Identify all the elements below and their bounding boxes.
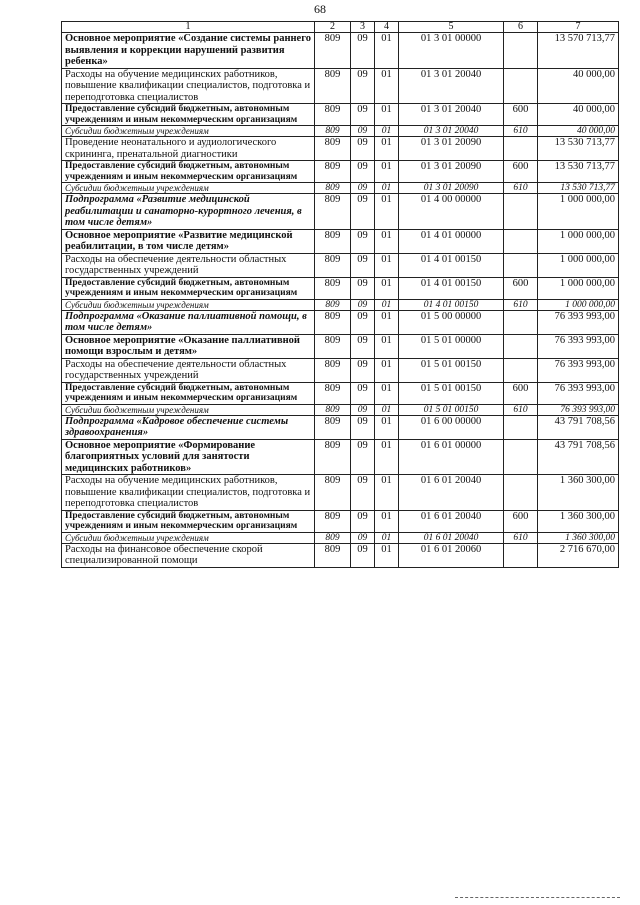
target-article-cell: 01 3 01 20040 — [399, 126, 504, 137]
target-article-cell: 01 6 01 20040 — [399, 532, 504, 543]
subsection-code-cell: 01 — [375, 543, 399, 567]
amount-cell: 1 000 000,00 — [538, 194, 619, 230]
expense-type-cell: 610 — [504, 126, 538, 137]
subsection-code-cell: 01 — [375, 253, 399, 277]
section-code-cell: 09 — [351, 137, 375, 161]
table-row — [62, 104, 619, 126]
table-row — [62, 126, 619, 137]
subsection-code-cell: 01 — [375, 334, 399, 358]
amount-cell: 2 716 670,00 — [538, 543, 619, 567]
target-article-cell: 01 5 01 00150 — [399, 404, 504, 415]
admin-code-cell: 809 — [315, 229, 351, 253]
target-article-cell: 01 6 00 00000 — [399, 415, 504, 439]
expense-type-cell: 600 — [504, 382, 538, 404]
subsection-code-cell: 01 — [375, 194, 399, 230]
expense-type-cell — [504, 194, 538, 230]
target-article-cell: 01 6 01 00000 — [399, 439, 504, 475]
table-row — [62, 310, 619, 334]
target-article-cell: 01 4 01 00000 — [399, 229, 504, 253]
table-row — [62, 183, 619, 194]
admin-code-cell: 809 — [315, 68, 351, 104]
admin-code-cell: 809 — [315, 475, 351, 511]
table-row — [62, 277, 619, 299]
section-code-cell: 09 — [351, 358, 375, 382]
subsection-code-cell: 01 — [375, 183, 399, 194]
subsection-code-cell: 01 — [375, 404, 399, 415]
amount-cell: 40 000,00 — [538, 126, 619, 137]
admin-code-cell: 809 — [315, 439, 351, 475]
expense-type-cell: 610 — [504, 532, 538, 543]
amount-cell: 13 530 713,77 — [538, 161, 619, 183]
table-row — [62, 161, 619, 183]
row-name-cell: Предоставление субсидий бюджетным, автономным учреждениям и иным некоммерческим организациям — [62, 161, 315, 183]
amount-cell: 43 791 708,56 — [538, 415, 619, 439]
target-article-cell: 01 4 00 00000 — [399, 194, 504, 230]
row-name-cell: Основное мероприятие «Развитие медицинской реабилитации, в том числе детям» — [62, 229, 315, 253]
admin-code-cell: 809 — [315, 253, 351, 277]
section-code-cell: 09 — [351, 104, 375, 126]
table-row — [62, 510, 619, 532]
expense-type-cell: 600 — [504, 161, 538, 183]
table-row — [62, 404, 619, 415]
table-row — [62, 532, 619, 543]
admin-code-cell: 809 — [315, 33, 351, 69]
target-article-cell: 01 3 01 20040 — [399, 68, 504, 104]
budget-table — [61, 21, 619, 568]
amount-cell: 1 360 300,00 — [538, 475, 619, 511]
amount-cell: 1 000 000,00 — [538, 277, 619, 299]
subsection-code-cell: 01 — [375, 532, 399, 543]
table-row — [62, 439, 619, 475]
target-article-cell: 01 5 01 00150 — [399, 358, 504, 382]
expense-type-cell — [504, 543, 538, 567]
amount-cell: 1 000 000,00 — [538, 299, 619, 310]
subsection-code-cell: 01 — [375, 358, 399, 382]
section-code-cell: 09 — [351, 334, 375, 358]
column-header: 4 — [375, 22, 399, 33]
table-row — [62, 229, 619, 253]
section-code-cell: 09 — [351, 475, 375, 511]
section-code-cell: 09 — [351, 415, 375, 439]
expense-type-cell: 600 — [504, 277, 538, 299]
section-code-cell: 09 — [351, 229, 375, 253]
subsection-code-cell: 01 — [375, 382, 399, 404]
section-code-cell: 09 — [351, 194, 375, 230]
section-code-cell: 09 — [351, 382, 375, 404]
admin-code-cell: 809 — [315, 137, 351, 161]
expense-type-cell — [504, 68, 538, 104]
subsection-code-cell: 01 — [375, 161, 399, 183]
target-article-cell: 01 3 01 00000 — [399, 33, 504, 69]
row-name-cell: Основное мероприятие «Формирование благоприятных условий для занятости медицинских работников» — [62, 439, 315, 475]
target-article-cell: 01 6 01 20060 — [399, 543, 504, 567]
admin-code-cell: 809 — [315, 277, 351, 299]
row-name-cell: Предоставление субсидий бюджетным, автономным учреждениям и иным некоммерческим организациям — [62, 104, 315, 126]
target-article-cell: 01 3 01 20090 — [399, 161, 504, 183]
amount-cell: 1 000 000,00 — [538, 229, 619, 253]
admin-code-cell: 809 — [315, 334, 351, 358]
row-name-cell: Предоставление субсидий бюджетным, автономным учреждениям и иным некоммерческим организациям — [62, 382, 315, 404]
section-code-cell: 09 — [351, 161, 375, 183]
section-code-cell: 09 — [351, 299, 375, 310]
row-name-cell: Расходы на финансовое обеспечение скорой специализированной помощи — [62, 543, 315, 567]
admin-code-cell: 809 — [315, 299, 351, 310]
amount-cell: 1 360 300,00 — [538, 510, 619, 532]
amount-cell: 40 000,00 — [538, 104, 619, 126]
target-article-cell: 01 3 01 20040 — [399, 104, 504, 126]
target-article-cell: 01 5 00 00000 — [399, 310, 504, 334]
admin-code-cell: 809 — [315, 310, 351, 334]
admin-code-cell: 809 — [315, 532, 351, 543]
expense-type-cell: 610 — [504, 183, 538, 194]
amount-cell: 40 000,00 — [538, 68, 619, 104]
table-row — [62, 68, 619, 104]
target-article-cell: 01 4 01 00150 — [399, 277, 504, 299]
amount-cell: 43 791 708,56 — [538, 439, 619, 475]
row-name-cell: Субсидии бюджетным учреждениям — [62, 404, 315, 415]
expense-type-cell — [504, 33, 538, 69]
row-name-cell: Расходы на обучение медицинских работников, повышение квалификации специалистов, подготовка и переподготовка специалистов — [62, 68, 315, 104]
table-row — [62, 382, 619, 404]
table-row — [62, 137, 619, 161]
column-header: 5 — [399, 22, 504, 33]
target-article-cell: 01 3 01 20090 — [399, 183, 504, 194]
admin-code-cell: 809 — [315, 183, 351, 194]
amount-cell: 76 393 993,00 — [538, 382, 619, 404]
row-name-cell: Предоставление субсидий бюджетным, автономным учреждениям и иным некоммерческим организациям — [62, 277, 315, 299]
section-code-cell: 09 — [351, 183, 375, 194]
section-code-cell: 09 — [351, 33, 375, 69]
expense-type-cell — [504, 334, 538, 358]
table-row — [62, 543, 619, 567]
row-name-cell: Подпрограмма «Кадровое обеспечение системы здравоохранения» — [62, 415, 315, 439]
subsection-code-cell: 01 — [375, 475, 399, 511]
target-article-cell: 01 5 01 00150 — [399, 382, 504, 404]
amount-cell: 76 393 993,00 — [538, 310, 619, 334]
section-code-cell: 09 — [351, 510, 375, 532]
target-article-cell: 01 6 01 20040 — [399, 475, 504, 511]
admin-code-cell: 809 — [315, 126, 351, 137]
subsection-code-cell: 01 — [375, 510, 399, 532]
amount-cell: 13 530 713,77 — [538, 183, 619, 194]
subsection-code-cell: 01 — [375, 310, 399, 334]
expense-type-cell — [504, 439, 538, 475]
table-row — [62, 299, 619, 310]
admin-code-cell: 809 — [315, 404, 351, 415]
column-header: 2 — [315, 22, 351, 33]
row-name-cell: Расходы на обучение медицинских работников, повышение квалификации специалистов, подготовка и переподготовка специалистов — [62, 475, 315, 511]
amount-cell: 1 000 000,00 — [538, 253, 619, 277]
subsection-code-cell: 01 — [375, 126, 399, 137]
expense-type-cell — [504, 229, 538, 253]
subsection-code-cell: 01 — [375, 137, 399, 161]
amount-cell: 76 393 993,00 — [538, 358, 619, 382]
expense-type-cell — [504, 137, 538, 161]
table-row — [62, 415, 619, 439]
row-name-cell: Основное мероприятие «Оказание паллиативной помощи взрослым и детям» — [62, 334, 315, 358]
admin-code-cell: 809 — [315, 415, 351, 439]
target-article-cell: 01 4 01 00150 — [399, 253, 504, 277]
section-code-cell: 09 — [351, 404, 375, 415]
row-name-cell: Субсидии бюджетным учреждениям — [62, 183, 315, 194]
expense-type-cell — [504, 310, 538, 334]
subsection-code-cell: 01 — [375, 104, 399, 126]
row-name-cell: Субсидии бюджетным учреждениям — [62, 532, 315, 543]
amount-cell: 13 530 713,77 — [538, 137, 619, 161]
row-name-cell: Подпрограмма «Оказание паллиативной помощи, в том числе детям» — [62, 310, 315, 334]
section-code-cell: 09 — [351, 310, 375, 334]
expense-type-cell: 610 — [504, 299, 538, 310]
subsection-code-cell: 01 — [375, 277, 399, 299]
admin-code-cell: 809 — [315, 104, 351, 126]
target-article-cell: 01 4 01 00150 — [399, 299, 504, 310]
row-name-cell: Основное мероприятие «Создание системы раннего выявления и коррекции нарушений развития ребенка» — [62, 33, 315, 69]
admin-code-cell: 809 — [315, 161, 351, 183]
expense-type-cell: 610 — [504, 404, 538, 415]
target-article-cell: 01 6 01 20040 — [399, 510, 504, 532]
expense-type-cell — [504, 253, 538, 277]
row-name-cell: Расходы на обеспечение деятельности областных государственных учреждений — [62, 253, 315, 277]
subsection-code-cell: 01 — [375, 415, 399, 439]
expense-type-cell — [504, 475, 538, 511]
section-code-cell: 09 — [351, 68, 375, 104]
section-code-cell: 09 — [351, 439, 375, 475]
table-row — [62, 33, 619, 69]
column-header: 6 — [504, 22, 538, 33]
target-article-cell: 01 5 01 00000 — [399, 334, 504, 358]
amount-cell: 76 393 993,00 — [538, 334, 619, 358]
table-header-row — [62, 22, 619, 33]
row-name-cell: Расходы на обеспечение деятельности областных государственных учреждений — [62, 358, 315, 382]
subsection-code-cell: 01 — [375, 68, 399, 104]
table-row — [62, 253, 619, 277]
admin-code-cell: 809 — [315, 543, 351, 567]
target-article-cell: 01 3 01 20090 — [399, 137, 504, 161]
expense-type-cell: 600 — [504, 104, 538, 126]
page-number: 68 — [314, 2, 326, 16]
amount-cell: 1 360 300,00 — [538, 532, 619, 543]
subsection-code-cell: 01 — [375, 299, 399, 310]
table-row — [62, 475, 619, 511]
row-name-cell: Субсидии бюджетным учреждениям — [62, 126, 315, 137]
section-code-cell: 09 — [351, 126, 375, 137]
section-code-cell: 09 — [351, 277, 375, 299]
subsection-code-cell: 01 — [375, 33, 399, 69]
row-name-cell: Подпрограмма «Развитие медицинской реабилитации и санаторно-курортного лечения, в том числе детям» — [62, 194, 315, 230]
table-row — [62, 358, 619, 382]
row-name-cell: Субсидии бюджетным учреждениям — [62, 299, 315, 310]
column-header: 1 — [62, 22, 315, 33]
bottom-dashed-line — [455, 897, 620, 899]
subsection-code-cell: 01 — [375, 229, 399, 253]
table-row — [62, 194, 619, 230]
amount-cell: 13 570 713,77 — [538, 33, 619, 69]
table-row — [62, 334, 619, 358]
admin-code-cell: 809 — [315, 510, 351, 532]
row-name-cell: Проведение неонатального и аудиологического скрининга, пренатальной диагностики — [62, 137, 315, 161]
section-code-cell: 09 — [351, 253, 375, 277]
column-header: 3 — [351, 22, 375, 33]
subsection-code-cell: 01 — [375, 439, 399, 475]
admin-code-cell: 809 — [315, 194, 351, 230]
admin-code-cell: 809 — [315, 358, 351, 382]
expense-type-cell — [504, 415, 538, 439]
expense-type-cell: 600 — [504, 510, 538, 532]
column-header: 7 — [538, 22, 619, 33]
section-code-cell: 09 — [351, 532, 375, 543]
expense-type-cell — [504, 358, 538, 382]
section-code-cell: 09 — [351, 543, 375, 567]
row-name-cell: Предоставление субсидий бюджетным, автономным учреждениям и иным некоммерческим организациям — [62, 510, 315, 532]
admin-code-cell: 809 — [315, 382, 351, 404]
amount-cell: 76 393 993,00 — [538, 404, 619, 415]
